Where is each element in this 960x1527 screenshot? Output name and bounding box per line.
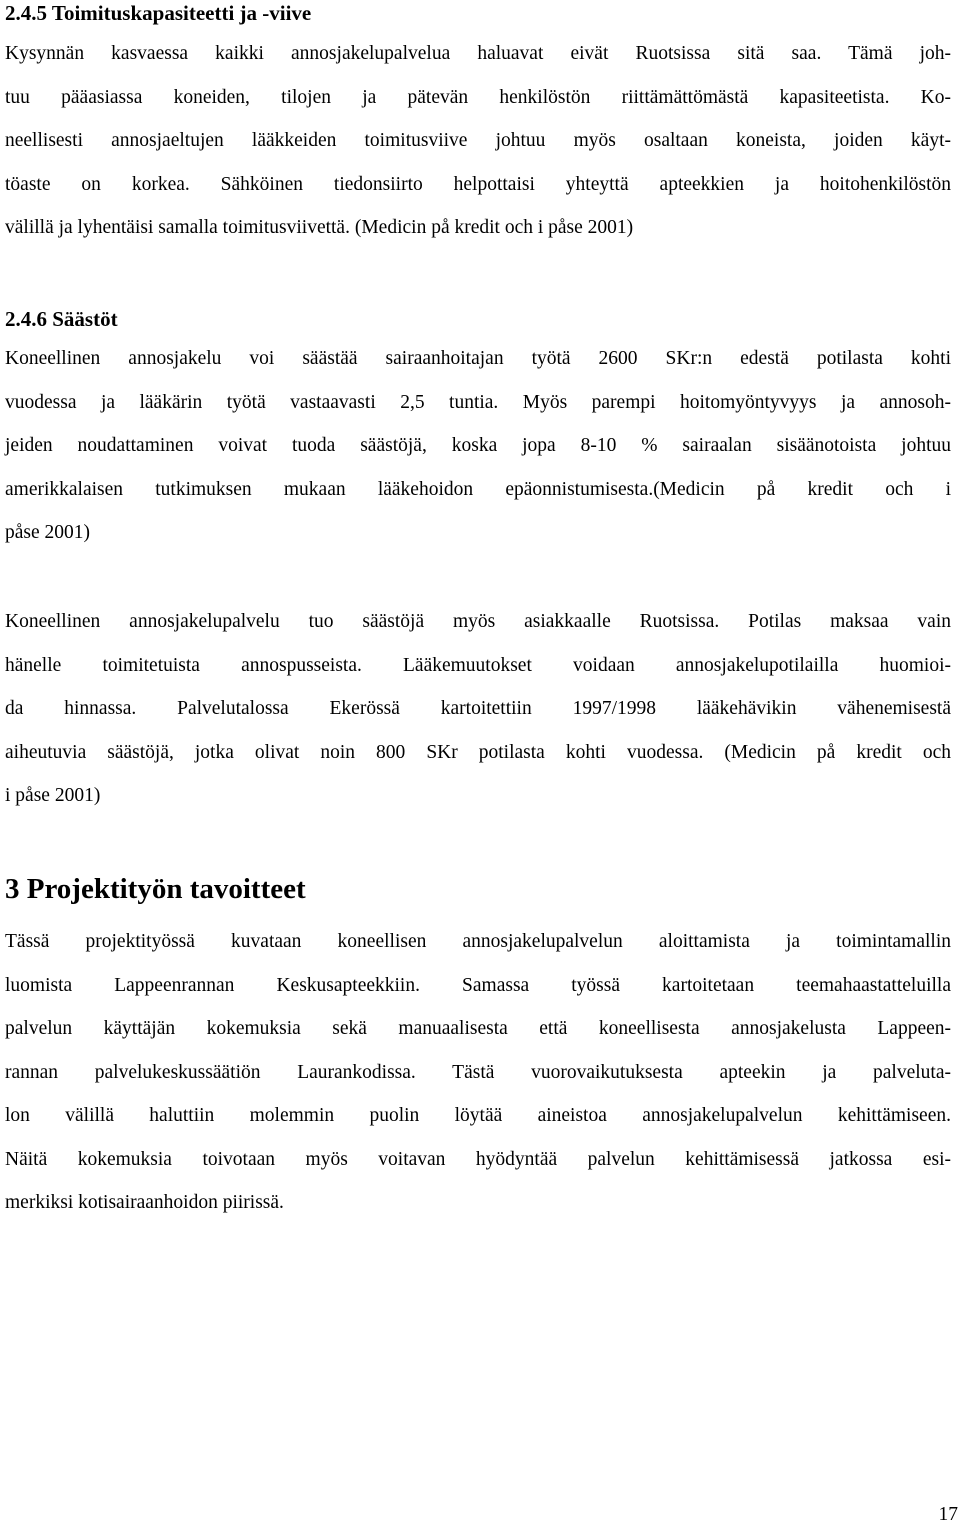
- text-line: hänelle toimitetuista annospusseista. Lääkemuutokset voidaan annosjakelupotilailla huomioi-: [5, 654, 951, 676]
- text-line: jeiden noudattaminen voivat tuoda säästöjä, koska jopa 8-10 % sairaalan sisäänotoista johtuu: [5, 435, 951, 456]
- text-line: vuodessa ja lääkärin työtä vastaavasti 2,5 tuntia. Myös parempi hoitomyöntyvyys ja annosoh-: [5, 391, 951, 413]
- section-heading-2-4-5: 2.4.5 Toimituskapasiteetti ja -viive: [5, 1, 312, 25]
- text-line: töaste on korkea. Sähköinen tiedonsiirto helpottaisi yhteyttä apteekkien ja hoitohenkilöstön: [5, 173, 951, 195]
- chapter-heading-3: 3 Projektityön tavoitteet: [5, 873, 306, 905]
- text-line: da hinnassa. Palvelutalossa Ekerössä kartoitettiin 1997/1998 lääkehävikin vähenemisestä: [5, 698, 951, 719]
- text-line: lon välillä haluttiin molemmin puolin löytää aineistoa annosjakelupalvelun kehittämiseen.: [5, 1105, 951, 1126]
- text-line: neellisesti annosjaeltujen lääkkeiden toimitusviive johtuu myös osaltaan koneista, joiden käyt-: [5, 130, 951, 151]
- text-line: Koneellinen annosjakelupalvelu tuo säästöjä myös asiakkaalle Ruotsissa. Potilas maksaa vain: [5, 611, 951, 632]
- paragraph-saastot-1: [5, 337, 951, 555]
- text-line: tuu pääasiassa koneiden, tilojen ja pätevän henkilöstön riittämättömästä kapasiteetista. Ko-: [5, 86, 951, 108]
- paragraph-saastot-2: [5, 600, 951, 818]
- text-line: Tässä projektityössä kuvataan koneellisen annosjakelupalvelun aloittamista ja toimintamallin: [5, 931, 951, 952]
- page-number: 17: [938, 1504, 958, 1525]
- text-line: välillä ja lyhentäisi samalla toimitusviivettä. (Medicin på kredit och i påse 2001): [5, 217, 634, 238]
- text-line: aiheutuvia säästöjä, jotka olivat noin 800 SKr potilasta kohti vuodessa. (Medicin på kredit och: [5, 741, 951, 763]
- text-line: rannan palvelukeskussäätiön Laurankodissa. Tästä vuorovaikutuksesta apteekin ja palveluta-: [5, 1061, 951, 1083]
- text-line: i påse 2001): [5, 785, 101, 806]
- text-line: Näitä kokemuksia toivotaan myös voitavan hyödyntää palvelun kehittämisessä jatkossa esi-: [5, 1148, 951, 1170]
- text-line: Koneellinen annosjakelu voi säästää sairaanhoitajan työtä 2600 SKr:n edestä potilasta kohti: [5, 348, 951, 369]
- text-line: palvelun käyttäjän kokemuksia sekä manuaalisesta että koneellisesta annosjakelusta Lappeen-: [5, 1018, 951, 1039]
- section-heading-2-4-6: 2.4.6 Säästöt: [5, 307, 118, 331]
- text-line: påse 2001): [5, 522, 91, 543]
- text-line: merkiksi kotisairaanhoidon piirissä.: [5, 1192, 284, 1213]
- text-line: amerikkalaisen tutkimuksen mukaan lääkehoidon epäonnistumisesta.(Medicin på kredit och i: [5, 478, 951, 500]
- paragraph-projektityon-tavoitteet: [5, 920, 951, 1225]
- paragraph-toimituskapasiteetti: [5, 32, 951, 250]
- text-line: Kysynnän kasvaessa kaikki annosjakelupalvelua haluavat eivät Ruotsissa sitä saa. Tämä joh-: [5, 43, 951, 64]
- text-line: luomista Lappeenrannan Keskusapteekkiin. Samassa työssä kartoitetaan teemahaastatteluilla: [5, 974, 951, 996]
